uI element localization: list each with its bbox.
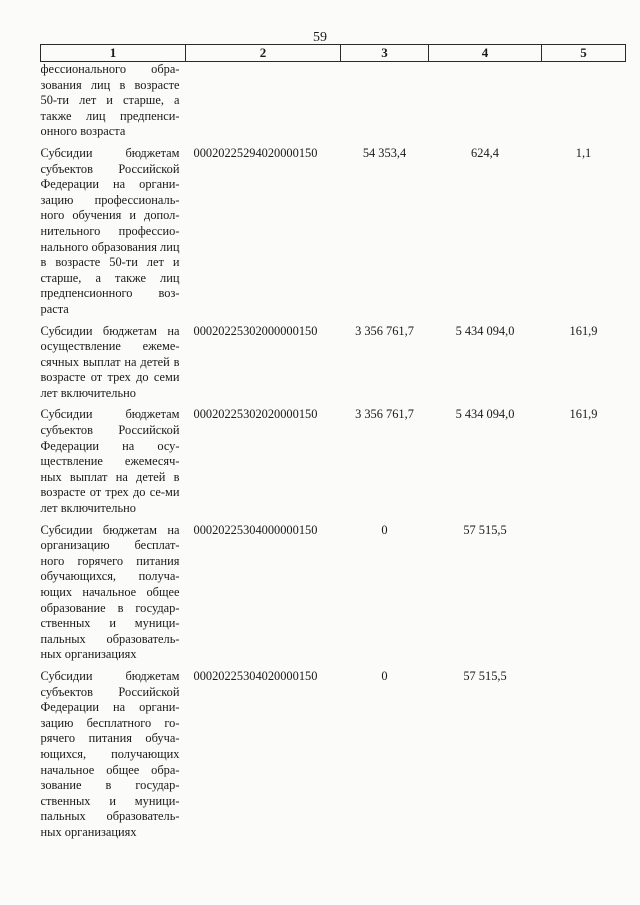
row-code: 00020225304020000150 (193, 668, 318, 683)
row-value-2019: 0 (381, 522, 388, 537)
column-header: 2 (186, 45, 341, 62)
row-name: Субсидии бюджетам субъектов Российской Федерации на органи-зацию бесплатного го-рячего питания обуча-ющихся, получающих начальное общее обра-зование в государ-ственных и муници-пальных образователь-ных организациях (40, 668, 180, 839)
table-row (41, 523, 626, 669)
row-percent (542, 669, 626, 847)
row-code (186, 62, 341, 146)
budget-table (40, 44, 626, 847)
row-value-2020: 624,4 (471, 145, 499, 160)
column-header: 5 (542, 45, 626, 62)
row-code: 00020225302020000150 (193, 407, 318, 422)
row-percent: 161,9 (569, 407, 598, 422)
row-percent (542, 62, 626, 146)
row-code: 00020225302000000150 (193, 323, 318, 338)
table-row (41, 62, 626, 146)
row-code: 00020225304000000150 (193, 522, 318, 537)
row-name: Субсидии бюджетам на осуществление ежеме-сячных выплат на детей в возрасте от трех до семи лет включительно (40, 323, 180, 400)
row-name: Субсидии бюджетам субъектов Российской Федерации на органи-зацию профессиональ-ного обучения и допол-нительного профессио-нального образования лиц в возрасте 50-ти лет и старше, а также лиц предпенсионного воз-раста (40, 145, 180, 316)
page-number: 59 (313, 30, 327, 45)
table-row (41, 146, 626, 324)
column-header: 1 (41, 45, 186, 62)
table-row (41, 324, 626, 408)
row-percent: 1,1 (575, 145, 592, 160)
table-row (41, 407, 626, 522)
row-name: фессионального обра-зования лиц в возрасте 50-ти лет и старше, а также лиц предпенси-онного возраста (40, 62, 180, 139)
column-header: 3 (341, 45, 429, 62)
row-value-2019: 3 356 761,7 (355, 407, 414, 422)
row-percent (542, 523, 626, 669)
row-value-2019: 3 356 761,7 (355, 323, 414, 338)
table-header-row (41, 45, 626, 62)
row-name: Субсидии бюджетам на организацию бесплат-ного горячего питания обучающихся, получа-ющих начальное общее образование в государ-ственных и муници-пальных образователь-ных организациях (40, 522, 180, 662)
row-value-2019: 0 (381, 668, 388, 683)
row-value-2019 (341, 62, 429, 146)
column-header: 4 (429, 45, 542, 62)
row-value-2020: 5 434 094,0 (455, 323, 515, 338)
row-value-2020: 57 515,5 (463, 522, 507, 537)
table-row (41, 669, 626, 847)
row-value-2020: 57 515,5 (463, 668, 507, 683)
row-value-2020: 5 434 094,0 (455, 407, 515, 422)
row-code: 00020225294020000150 (193, 145, 318, 160)
row-name: Субсидии бюджетам субъектов Российской Федерации на осу-ществление ежемесяч-ных выплат на детей в возрасте от трех до се-ми лет включительно (40, 407, 180, 516)
row-value-2019: 54 353,4 (362, 145, 407, 160)
row-value-2020 (429, 62, 542, 146)
row-percent: 161,9 (569, 323, 598, 338)
